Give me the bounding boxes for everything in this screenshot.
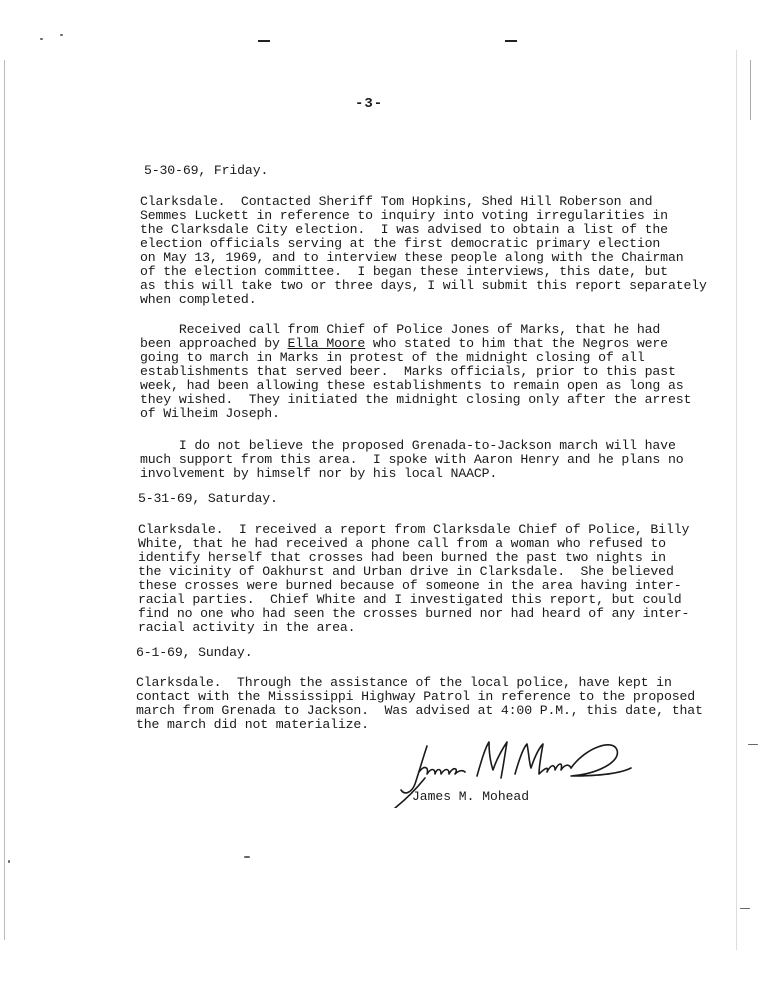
text-line: identify herself that crosses had been burned the past two nights in <box>138 550 666 565</box>
entry-date: 5-31-69, Saturday. <box>138 491 278 506</box>
text-line: Clarksdale. Contacted Sheriff Tom Hopkins, Shed Hill Roberson and <box>140 194 653 209</box>
text-line: week, had been allowing these establishments to remain open as long as <box>140 378 684 393</box>
text-line: the march did not materialize. <box>136 717 369 732</box>
scan-speck <box>60 34 63 36</box>
text-line: racial activity in the area. <box>138 620 356 635</box>
text-line: when completed. <box>140 292 257 307</box>
entry-date: 5-30-69, Friday. <box>144 163 269 178</box>
text-segment: who stated to him that the Negros were <box>365 336 668 351</box>
text-line: Semmes Luckett in reference to inquiry into voting irregularities in <box>140 208 668 223</box>
text-line: of Wilheim Joseph. <box>140 406 280 421</box>
page-number: -3- <box>355 96 384 112</box>
scan-edge <box>750 60 751 120</box>
scan-mark <box>505 40 517 42</box>
text-line: they wished. They initiated the midnight closing only after the arrest <box>140 392 692 407</box>
scan-speck <box>8 860 10 863</box>
text-line: White, that he had received a phone call from a woman who refused to <box>138 536 666 551</box>
scan-speck <box>244 856 250 858</box>
text-line: going to march in Marks in protest of the midnight closing of all <box>140 350 645 365</box>
text-line: the Clarksdale City election. I was advised to obtain a list of the <box>140 222 668 237</box>
text-line: election officials serving at the first democratic primary election <box>140 236 661 251</box>
text-line: these crosses were burned because of someone in the area having inter- <box>138 578 682 593</box>
text-line: Clarksdale. Through the assistance of the local police, have kept in <box>136 675 672 690</box>
entry-date: 6-1-69, Sunday. <box>136 645 253 660</box>
scan-speck <box>748 744 758 745</box>
text-line: find no one who had seen the crosses burned nor had heard of any inter- <box>138 606 690 621</box>
scan-mark <box>258 40 270 42</box>
text-line: contact with the Mississippi Highway Patrol in reference to the proposed <box>136 689 695 704</box>
text-line: the vicinity of Oakhurst and Urban drive in Clarksdale. She believed <box>138 564 674 579</box>
scan-edge <box>4 60 5 940</box>
text-line: involvement by himself nor by his local NAACP. <box>140 466 498 481</box>
underlined-name: Ella Moore <box>287 336 366 351</box>
text-line: much support from this area. I spoke with Aaron Henry and he plans no <box>140 452 684 467</box>
text-line: I do not believe the proposed Grenada-to-Jackson march will have <box>140 438 676 453</box>
text-line: as this will take two or three days, I will submit this report separately <box>140 278 707 293</box>
text-line: racial parties. Chief White and I investigated this report, but could <box>138 592 682 607</box>
text-line: establishments that served beer. Marks officials, prior to this past <box>140 364 676 379</box>
text-line: of the election committee. I began these interviews, this date, but <box>140 264 668 279</box>
scan-speck <box>740 908 750 909</box>
scan-speck <box>40 38 43 40</box>
text-line: on May 13, 1969, and to interview these people along with the Chairman <box>140 250 684 265</box>
text-line: Received call from Chief of Police Jones of Marks, that he had <box>140 322 661 337</box>
text-line-with-underline <box>140 337 668 351</box>
scan-edge <box>736 50 737 950</box>
text-line: march from Grenada to Jackson. Was advised at 4:00 P.M., this date, that <box>136 703 703 718</box>
text-segment: been approached by <box>140 336 288 351</box>
text-line: Clarksdale. I received a report from Clarksdale Chief of Police, Billy <box>138 522 690 537</box>
typed-signature-name: James M. Mohead <box>412 789 530 804</box>
